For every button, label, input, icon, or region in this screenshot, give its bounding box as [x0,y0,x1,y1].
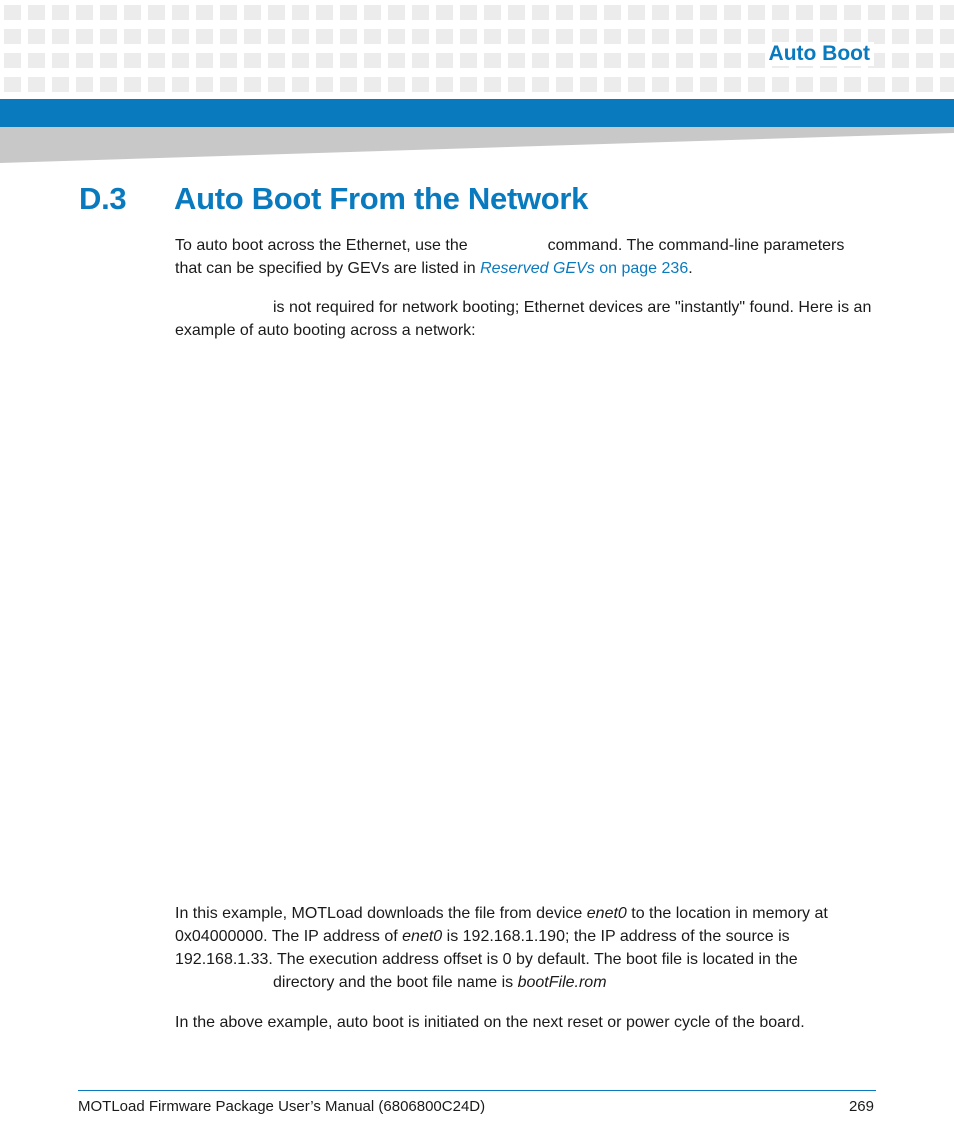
grid-cell [100,29,117,44]
grid-cell [628,5,645,20]
grid-cell [652,77,669,92]
grid-cell [916,77,933,92]
grid-cell [28,29,45,44]
grid-cell [4,29,21,44]
grid-cell [844,77,861,92]
grid-cell [868,5,885,20]
grid-cell [676,5,693,20]
grid-cell [292,53,309,68]
grid-cell [340,77,357,92]
grid-cell [244,77,261,92]
grid-cell [4,5,21,20]
grid-cell [124,53,141,68]
grid-cell [244,53,261,68]
grid-cell [676,77,693,92]
grid-cell [412,53,429,68]
footer-rule [78,1090,876,1091]
grid-cell [52,77,69,92]
grid-cell [892,77,909,92]
grid-cell [916,53,933,68]
grid-cell [4,53,21,68]
grid-cell [748,53,765,68]
grid-cell [532,29,549,44]
grid-cell [316,29,333,44]
grid-cell [580,5,597,20]
grid-cell [892,29,909,44]
grid-cell [220,29,237,44]
grid-cell [316,53,333,68]
grid-cell [724,5,741,20]
grid-cell [436,5,453,20]
grid-cell [748,5,765,20]
grid-cell [700,29,717,44]
grid-cell [460,53,477,68]
grid-cell [196,77,213,92]
grid-cell [4,77,21,92]
grid-cell [292,77,309,92]
reserved-gevs-link[interactable]: Reserved GEVs on page 236 [480,260,689,277]
grid-cell [388,5,405,20]
grid-cell [484,77,501,92]
grid-cell [724,77,741,92]
grid-cell [796,77,813,92]
grid-cell [580,29,597,44]
grid-cell [436,77,453,92]
grid-cell [28,53,45,68]
grid-cell [316,5,333,20]
grid-cell [676,29,693,44]
grid-cell [292,5,309,20]
paragraph-network-note [175,296,875,342]
grid-cell [124,29,141,44]
grid-cell [76,53,93,68]
grid-cell [652,29,669,44]
grid-cell [340,5,357,20]
intro-text-2: command. The command-line parameters that can be specified by GEVs are listed in [175,237,845,277]
grid-cell [604,53,621,68]
grid-cell [772,77,789,92]
device-enet0: enet0 [586,905,627,922]
paragraph-auto-boot-note: In the above example, auto boot is initiated on the next reset or power cycle of the board. [175,1014,805,1031]
grid-cell [892,5,909,20]
grid-cell [292,29,309,44]
grid-cell [148,5,165,20]
footer-manual-title: MOTLoad Firmware Package User’s Manual (6806800C24D) [78,1098,486,1115]
grid-cell [556,29,573,44]
grid-cell [364,53,381,68]
header-gray-wedge [0,127,954,163]
grid-cell [604,77,621,92]
footer-page-number: 269 [848,1098,874,1115]
grid-cell [100,77,117,92]
grid-cell [628,29,645,44]
grid-cell [124,77,141,92]
grid-cell [844,5,861,20]
grid-cell [940,29,954,44]
grid-cell [892,53,909,68]
grid-cell [148,53,165,68]
grid-cell [772,5,789,20]
grid-cell [628,77,645,92]
grid-cell [820,77,837,92]
grid-cell [868,77,885,92]
grid-cell [244,5,261,20]
grid-cell [556,53,573,68]
grid-cell [652,5,669,20]
grid-cell [604,5,621,20]
grid-cell [100,53,117,68]
grid-cell [532,5,549,20]
grid-cell [652,53,669,68]
grid-cell [508,5,525,20]
grid-cell [388,53,405,68]
boot-file-name: bootFile.rom [517,974,607,991]
grid-cell [148,29,165,44]
paragraph-intro: To auto boot across the Ethernet, use the command. The command-line parameters that can be specified by GEVs are listed in Reserved GEVs on page 236. [175,237,845,277]
grid-cell [532,77,549,92]
grid-cell [76,5,93,20]
grid-cell [268,29,285,44]
grid-cell [700,77,717,92]
grid-cell [172,53,189,68]
section-title: Auto Boot From the Network [174,181,589,216]
grid-cell [820,5,837,20]
grid-cell [148,77,165,92]
grid-cell [484,5,501,20]
grid-cell [412,5,429,20]
grid-cell [676,53,693,68]
header-section-title: Auto Boot [765,42,874,66]
grid-cell [556,5,573,20]
device-enet0-2: enet0 [402,928,443,945]
grid-cell [796,5,813,20]
grid-cell [724,53,741,68]
grid-cell [700,53,717,68]
grid-cell [124,5,141,20]
grid-cell [916,29,933,44]
grid-cell [172,5,189,20]
grid-cell [28,5,45,20]
grid-cell [196,29,213,44]
grid-cell [364,77,381,92]
section-number: D.3 [79,181,127,216]
grid-cell [412,77,429,92]
grid-cell [604,29,621,44]
grid-cell [748,77,765,92]
grid-cell [580,77,597,92]
grid-cell [460,29,477,44]
grid-cell [508,29,525,44]
paragraph-example-explanation: In this example, MOTLoad downloads the file from device enet0 to the location in memory at 0x04000000. The IP address of enet0 is 192.168.1.190; the IP address of the source is 192.168.1.33. The execution address offset is 0 by default. The boot file is located in the directory and the boot file name is bootFile.rom [175,905,828,991]
grid-cell [28,77,45,92]
grid-cell [508,77,525,92]
grid-cell [76,29,93,44]
grid-cell [460,5,477,20]
grid-cell [172,77,189,92]
grid-cell [364,29,381,44]
grid-cell [172,29,189,44]
grid-cell [52,53,69,68]
grid-cell [220,53,237,68]
grid-cell [52,29,69,44]
grid-cell [940,77,954,92]
grid-cell [268,53,285,68]
grid-cell [940,5,954,20]
grid-cell [940,53,954,68]
grid-cell [484,29,501,44]
grid-cell [724,29,741,44]
grid-cell [316,77,333,92]
grid-cell [436,29,453,44]
grid-cell [508,53,525,68]
grid-cell [388,77,405,92]
grid-cell [268,77,285,92]
header-blue-band [0,99,954,127]
grid-cell [196,53,213,68]
grid-cell [220,77,237,92]
grid-cell [268,5,285,20]
grid-cell [340,53,357,68]
grid-cell [916,5,933,20]
grid-cell [100,5,117,20]
grid-cell [340,29,357,44]
grid-cell [364,5,381,20]
grid-cell [700,5,717,20]
grid-cell [244,29,261,44]
grid-cell [412,29,429,44]
grid-cell [628,53,645,68]
grid-cell [220,5,237,20]
grid-cell [388,29,405,44]
section-heading [79,181,588,217]
grid-cell [556,77,573,92]
grid-cell [532,53,549,68]
grid-cell [196,5,213,20]
grid-cell [52,5,69,20]
grid-cell [436,53,453,68]
network-note-text: is not required for network booting; Ethernet devices are "instantly" found. Here is an example of auto booting across a network: [175,299,872,339]
grid-cell [580,53,597,68]
intro-text-1: To auto boot across the Ethernet, use the [175,237,468,254]
grid-cell [748,29,765,44]
grid-cell [484,53,501,68]
grid-cell [460,77,477,92]
grid-cell [76,77,93,92]
